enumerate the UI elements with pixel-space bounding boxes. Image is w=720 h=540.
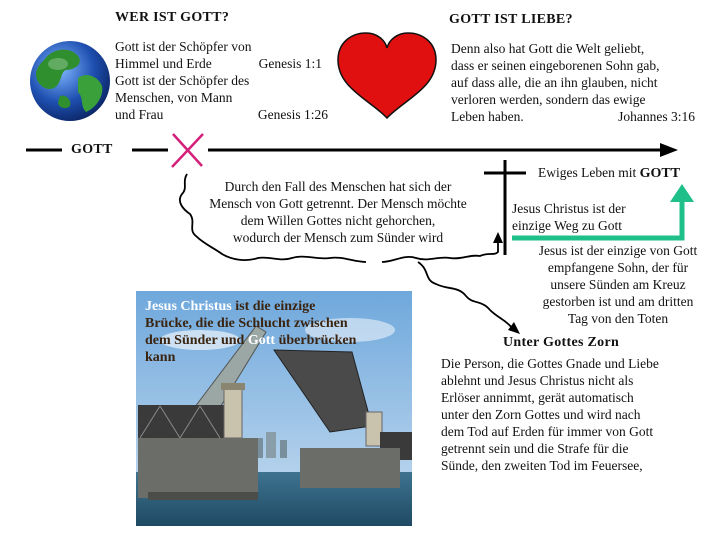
- bridge-caption-line-4: kann: [145, 350, 176, 365]
- who-is-god-line-1: Gott ist der Schöpfer von: [115, 39, 252, 54]
- wrath-line-5: dem Tod auf Erden für immer von Gott: [441, 424, 654, 439]
- wrath-line-4: unter den Zorn Gottes und wird nach: [441, 407, 641, 422]
- who-is-god-line-3: Gott ist der Schöpfer des: [115, 73, 250, 88]
- only-way-line-1: Jesus Christus ist der: [512, 201, 626, 216]
- who-is-god-line-2: Himmel und Erde Genesis 1:1: [115, 56, 322, 71]
- chasm-right-arrowhead: [493, 232, 503, 243]
- wrath-line-3: Erlöser annimmt, gerät automatisch: [441, 390, 634, 405]
- timeline-arrowhead: [660, 143, 678, 157]
- timeline-gott-label: GOTT: [71, 142, 113, 157]
- bridge-caption-line-2: Brücke, die die Schlucht zwischen: [145, 316, 348, 331]
- eternal-life-gott: GOTT: [639, 166, 681, 181]
- wrath-line-1: Die Person, die Gottes Gnade und Liebe: [441, 356, 659, 371]
- bridge-caption-gott: Gott: [247, 333, 276, 348]
- god-is-love-line-3: auf dass alle, die an ihn glauben, nicht: [451, 75, 658, 90]
- jesus-son-line-2: empfangene Sohn, der für: [547, 260, 689, 275]
- path-to-wrath: [418, 262, 512, 328]
- separation-x-icon: [172, 134, 203, 167]
- bridge-caption-line-1: Jesus Christus ist die einzige: [145, 299, 316, 314]
- scripture-ref-john-3-16: Johannes 3:16: [618, 109, 695, 124]
- fall-line-4: wodurch der Mensch zum Sünder wird: [232, 230, 444, 245]
- wrath-line-2: ablehnt und Jesus Christus nicht als: [441, 373, 634, 388]
- who-is-god-title: WER IST GOTT?: [115, 10, 230, 25]
- god-is-love-line-4: verloren werden, sondern das ewige: [451, 92, 646, 107]
- fall-line-2: Mensch von Gott getrennt. Der Mensch möchte: [209, 196, 467, 211]
- jesus-son-line-3: unsere Sünden am Kreuz: [550, 277, 686, 292]
- god-is-love-text: [451, 40, 699, 125]
- heart-icon: [338, 33, 436, 118]
- who-is-god-text: [115, 38, 330, 123]
- scripture-ref-genesis-1-1: Genesis 1:1: [258, 56, 322, 71]
- only-way-text: [512, 200, 662, 234]
- bridge-caption-line-3: dem Sünder und Gott überbrücken: [145, 333, 357, 348]
- who-is-god-line-4: Menschen, von Mann: [115, 90, 233, 105]
- wrath-title: Unter Gottes Zorn: [503, 335, 620, 350]
- fall-of-man-text: [188, 178, 488, 246]
- scripture-ref-genesis-1-26: Genesis 1:26: [257, 107, 328, 122]
- only-way-line-2: einzige Weg zu Gott: [512, 218, 623, 233]
- wrath-text: [441, 355, 711, 474]
- globe-icon: [30, 41, 110, 121]
- jesus-son-line-5: Tag von den Toten: [567, 311, 669, 326]
- bridge-caption-jesus: Jesus Christus: [145, 299, 232, 314]
- god-is-love-line-2: dass er seinen eingeborenen Sohn gab,: [451, 58, 660, 73]
- fall-line-1: Durch den Fall des Menschen hat sich der: [224, 179, 452, 194]
- jesus-son-text: [518, 242, 718, 327]
- jesus-son-line-4: gestorben ist und am dritten: [542, 294, 694, 309]
- wrath-line-6: getrennt sein und die Strafe für die: [441, 441, 629, 456]
- eternal-life-label: Ewiges Leben mit GOTT: [538, 165, 681, 181]
- fall-line-3: dem Willen Gottes nicht gehorchen,: [240, 213, 436, 228]
- jesus-son-line-1: Jesus ist der einzige von Gott: [538, 243, 698, 258]
- god-is-love-title: GOTT IST LIEBE?: [449, 12, 573, 27]
- god-is-love-line-1: Denn also hat Gott die Welt geliebt,: [451, 41, 645, 56]
- who-is-god-line-5: und Frau Genesis 1:26: [115, 107, 328, 122]
- wrath-line-7: Sünde, den zweiten Tod im Feuersee,: [441, 458, 643, 473]
- god-is-love-line-5: Leben haben. Johannes 3:16: [451, 109, 695, 124]
- bridge-caption: [145, 298, 407, 366]
